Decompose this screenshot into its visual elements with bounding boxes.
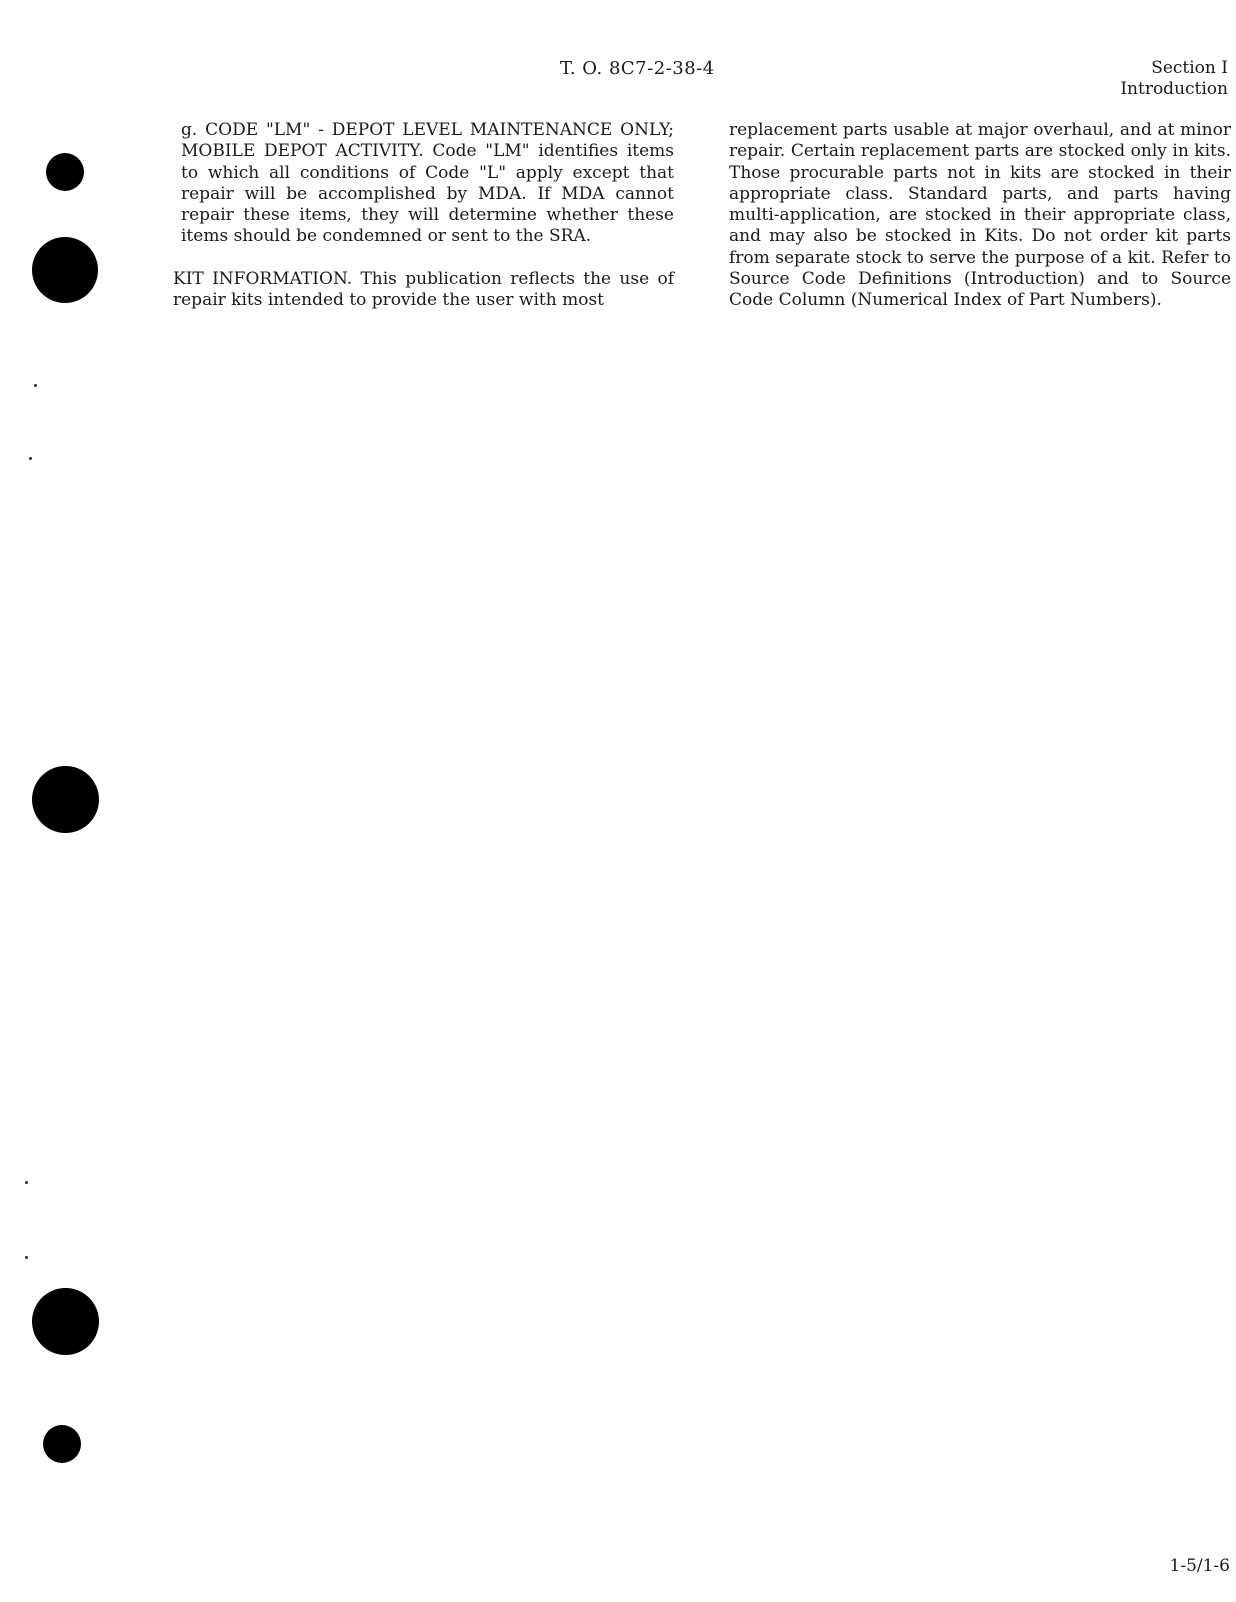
scan-speck (25, 1181, 28, 1184)
scan-speck (25, 1256, 28, 1259)
section-header (1120, 58, 1228, 100)
binder-hole (46, 153, 84, 191)
document-number: T. O. 8C7-2-38-4 (560, 58, 715, 79)
paragraph-kit-information: KIT INFORMATION. This publication reflects the use of repair kits intended to provide the user with most (173, 268, 674, 311)
section-label: Section I (1151, 58, 1228, 78)
binder-hole (32, 1288, 99, 1355)
scan-speck (29, 457, 32, 460)
page-number: 1-5/1-6 (1169, 1556, 1230, 1576)
binder-hole (32, 766, 99, 833)
scan-speck (34, 384, 37, 387)
left-column (173, 120, 674, 311)
paragraph-kit-information-continued: replacement parts usable at major overhaul, and at minor repair. Certain replacement parts are stocked only in kits. Those procurable parts not in kits are stocked in their appropriate class. Standard parts, and parts having multi-application, are stocked in their appropriate class, and may also be stocked in Kits. Do not order kit parts from separate stock to serve the purpose of a kit. Refer to Source Code Definitions (Introduction) and to Source Code Column (Numerical Index of Part Numbers). (729, 120, 1231, 311)
right-column (729, 120, 1231, 312)
paragraph-code-lm: g. CODE "LM" - DEPOT LEVEL MAINTENANCE ONLY; MOBILE DEPOT ACTIVITY. Code "LM" identifies items to which all conditions of Code "L" apply except that repair will be accomplished by MDA. If MDA cannot repair these items, they will determine whether these items should be condemned or sent to the SRA. (181, 120, 674, 247)
binder-hole (43, 1425, 81, 1463)
section-title: Introduction (1120, 79, 1228, 99)
binder-hole (32, 237, 98, 303)
